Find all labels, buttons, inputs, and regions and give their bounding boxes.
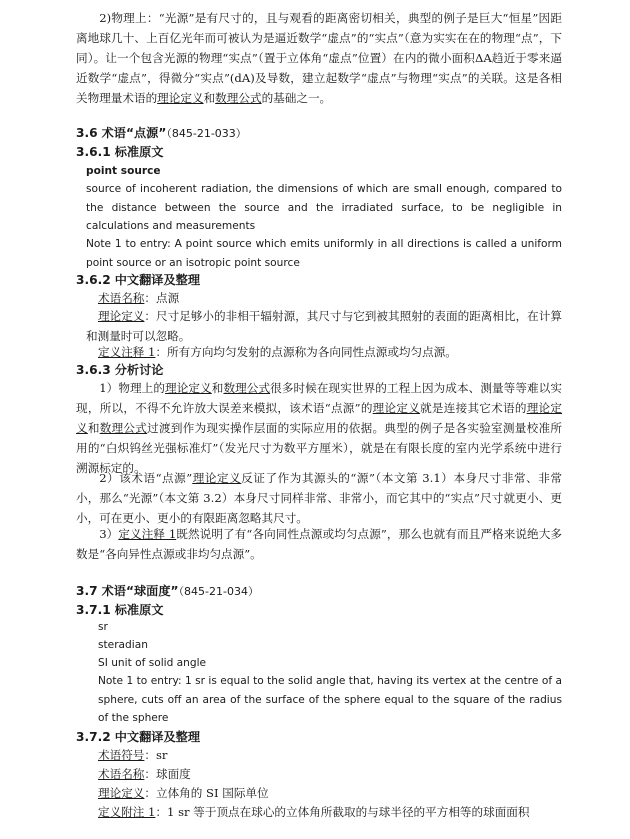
text-run: 反证了作为其源头的“源”（本文第 3.1）本身尺寸非常、非常小，那么“光源”（本文第 3.2）本身尺寸同样非常、非常小，而它其中的“实点”尺寸就更小、更小，可在更小、更小的有限距离忽略其尺寸。: [76, 471, 562, 525]
note-line: [98, 802, 562, 822]
section-number: 3.7.2: [76, 730, 111, 744]
section-title: 分析讨论: [114, 363, 164, 377]
english-definition: SI unit of solid angle: [98, 657, 207, 669]
text-run: 和: [203, 91, 216, 105]
text-run: 和: [211, 381, 224, 395]
field-label: 术语名称: [98, 291, 145, 305]
section-number: 3.7: [76, 584, 98, 598]
intro-paragraph: [76, 8, 562, 108]
section-title: 中文翻译及整理: [114, 273, 201, 287]
section-title: 标准原文: [114, 145, 164, 159]
term-link: 理论定义: [165, 381, 212, 395]
discussion-paragraph-3: [76, 524, 562, 564]
section-title: 中文翻译及整理: [114, 730, 201, 744]
section-heading-3-6-3: [76, 361, 163, 378]
field-value: ：球面度: [144, 767, 191, 781]
english-note: Note 1 to entry: 1 sr is equal to the solid angle that, having its vertex at the centre of a sphere, cuts off an area of the surface of the sphere equal to the square of the radius of the sphere: [98, 675, 562, 724]
text-run: 很多时候在现实世界的工程上因为成本、测量等等难以实现，所以，不得不允许放大误差来模拟，该术语“点源”的: [76, 381, 562, 415]
section-heading-3-7-2: [76, 728, 200, 745]
text-run: 的基础之一。: [261, 91, 332, 105]
section-heading-3-6: [76, 124, 247, 141]
field-label: 术语符号: [98, 748, 145, 762]
section-number: 3.6: [76, 126, 98, 140]
term-link: 数理公式: [99, 421, 148, 435]
text-run: 和: [87, 421, 100, 435]
section-title: 标准原文: [114, 603, 164, 617]
text-run: 3）: [99, 527, 119, 541]
term-symbol-line: [98, 745, 562, 765]
section-number: 3.7.1: [76, 603, 111, 617]
definition-line: [98, 783, 562, 803]
text-run: 2)物理上：“光源”是有尺寸的，且与观看的距离密切相关，典型的例子是巨大“恒星”因距离地球几十、上百亿光年而可被认为是逼近数学“虚点”的“实点”（意为实实在在的物理“点”，下同）。让一个包含光源的物理“实点”（置于立体角“虚点”位置）在内的微小面积ΔA趋近于零来逼近数学“虚点”，得微分“实点”(dA)及导数，建立起数学“虚点”与物理“实点”的关联。这是各相关物理量术语的: [76, 11, 562, 105]
term-link: 理论定义: [372, 401, 421, 415]
term-link: 理论定义: [192, 471, 242, 485]
field-label: 定义附注 1: [98, 805, 156, 819]
note-line: [98, 342, 562, 362]
term-name-line: [98, 764, 562, 784]
text-run: 1）物理上的: [99, 381, 166, 395]
term-name-line: [98, 288, 562, 308]
term-link: 理论定义: [157, 91, 204, 105]
section-reference: （845-21-034）: [178, 585, 259, 598]
section-number: 3.6.1: [76, 145, 111, 159]
discussion-paragraph-1: [76, 378, 562, 478]
field-value: ：1 sr 等于顶点在球心的立体角所截取的与球半径的平方相等的球面面积: [155, 805, 530, 819]
section-heading-3-7-1: [76, 601, 163, 618]
term-link: 数理公式: [215, 91, 262, 105]
field-value: ：sr: [144, 748, 168, 762]
section-number: 3.6.2: [76, 273, 111, 287]
text-run: 过渡到作为现实操作层面的实际应用的依据。典型的例子是各实验室测量校准所用的“白炽钨丝光强标准灯”（发光尺寸为数平方厘米），就是在有限长度的室内光学系统中进行溯源标定的。: [76, 421, 562, 475]
field-value: ：所有方向均匀发射的点源称为各向同性点源或均匀点源。: [155, 345, 457, 359]
text-run: 就是连接其它术语的: [420, 401, 527, 415]
section-heading-3-7: [76, 582, 259, 599]
english-term: steradian: [98, 639, 148, 651]
field-label: 术语名称: [98, 767, 145, 781]
term-link: 数理公式: [223, 381, 271, 395]
field-label: 理论定义: [98, 309, 145, 323]
field-value: ：立体角的 SI 国际单位: [144, 786, 269, 800]
discussion-paragraph-2: [76, 468, 562, 528]
english-symbol: sr: [98, 621, 108, 633]
english-note: Note 1 to entry: A point source which emits uniformly in all directions is called a uniform point source or an isotropic point source: [86, 238, 562, 269]
definition-line: [86, 306, 562, 346]
text-run: 既然说明了有“各向同性点源或均匀点源”，那么也就有而且严格来说绝大多数是“各向异性点源或非均匀点源”。: [76, 527, 563, 561]
field-label: 定义注释 1: [98, 345, 156, 359]
text-run: 2）该术语“点源”: [99, 471, 193, 485]
section-title: 术语“点源”: [101, 126, 167, 140]
term-link: 理论定义: [76, 401, 562, 435]
field-value: ：点源: [144, 291, 180, 305]
field-value: ：尺寸足够小的非相干辐射源，其尺寸与它到被其照射的表面的距离相比，在计算和测量时可以忽略。: [86, 309, 562, 343]
section-heading-3-6-2: [76, 271, 200, 288]
section-number: 3.6.3: [76, 363, 111, 377]
section-title: 术语“球面度”: [101, 584, 179, 598]
english-definition: source of incoherent radiation, the dimensions of which are small enough, compared to the distance between the source and the irradiated surface, to be negligible in calculations and measurements: [86, 183, 562, 232]
english-term: point source: [86, 165, 161, 177]
term-link: 定义注释 1: [118, 527, 177, 541]
section-reference: （845-21-033）: [166, 127, 247, 140]
section-heading-3-6-1: [76, 143, 163, 160]
field-label: 理论定义: [98, 786, 145, 800]
